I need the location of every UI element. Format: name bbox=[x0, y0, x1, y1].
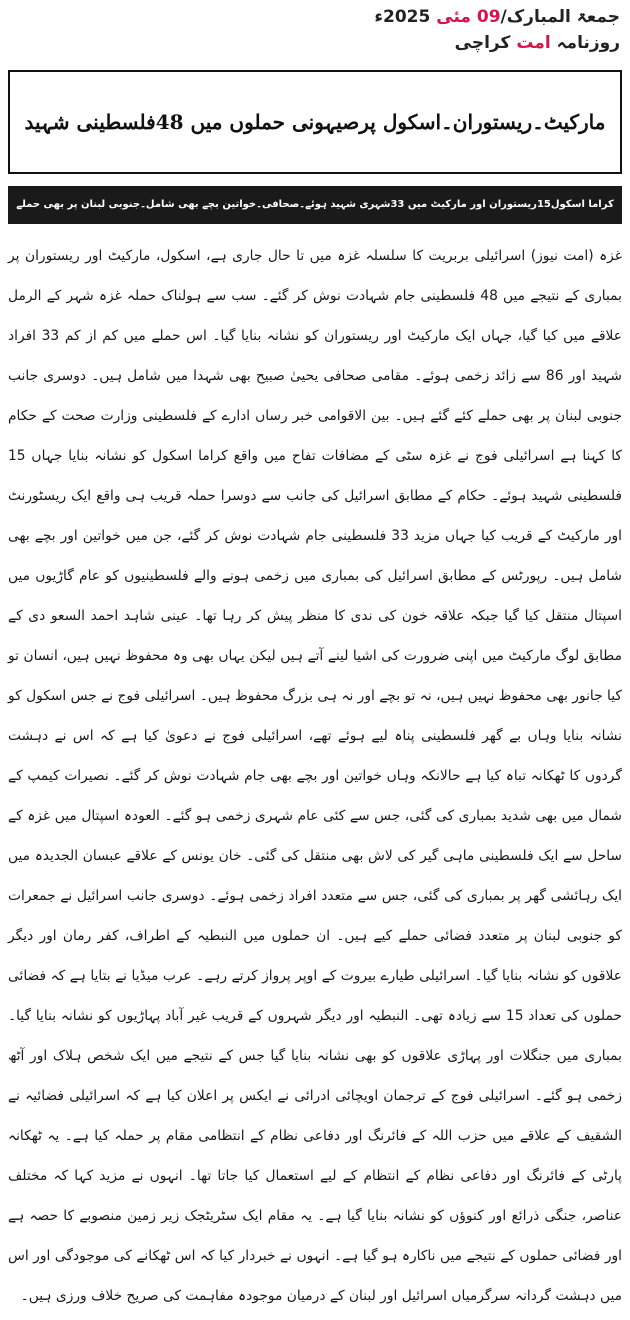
day-name: جمعۃ المبارک bbox=[506, 7, 620, 27]
newspaper-name bbox=[360, 30, 620, 56]
paper-city: کراچی bbox=[454, 33, 511, 53]
article-body: غزہ (امت نیوز) اسرائیلی بربریت کا سلسلہ غزہ میں تا حال جاری ہے، اسکول، مارکیٹ اور ریستوران پر بمباری کے نتیجے میں 48 فلسطینی جام شہادت نوش کر گئے۔ سب سے ہولناک حملہ غزہ شہر کے الرمل علاقے میں کیا گیا، جہاں ایک مارکیٹ اور ریستوران کو نشانہ بنایا گیا۔ اس حملے میں کم از کم 33 افراد شہید اور 86 سے زائد زخمی ہوئے۔ مقامی صحافی یحییٰ صبیح بھی شہدا میں شامل ہیں۔ دوسری جانب جنوبی لبنان پر بھی حملے کئے گئے ہیں۔ بین الاقوامی خبر رساں ادارے کے فلسطینی وزارت صحت کے حکام کا کہنا ہے اسرائیلی فوج نے غزہ سٹی کے مضافات تفاح میں واقع کراما اسکول کو نشانہ بنایا جہاں 15 فلسطینی شہید ہوئے۔ حکام کے مطابق اسرائیل کی جانب سے دوسرا حملہ قریب ہی واقع ایک ریسٹورنٹ اور مارکیٹ کے قریب کیا جہاں مزید 33 فلسطینی جام شہادت نوش کر گئے، جن میں خواتین اور بچے بھی شامل ہیں۔ رپورٹس کے مطابق اسرائیل کی بمباری میں زخمی ہونے والے فلسطینیوں کو عام گاڑیوں میں اسپتال منتقل کیا گیا جبکہ علاقہ خون کی ندی کا منظر پیش کر رہا تھا۔ عینی شاہد احمد السعو دی کے مطابق لوگ مارکیٹ میں اپنی ضرورت کی اشیا لینے آتے ہیں لیکن یہاں بھی وہ محفوظ نہیں ہیں، انسان تو کیا جانور بھی محفوظ نہیں ہیں، نہ تو بچے اور نہ ہی بزرگ محفوظ ہیں۔ اسرائیلی فوج نے جس اسکول کو نشانہ بنایا وہاں بے گھر فلسطینی پناہ لیے ہوئے تھے، اسرائیلی فوج نے دعویٰ کیا ہے کہ اس نے دہشت گردوں کا ٹھکانہ تباہ کیا ہے حالانکہ وہاں خواتین اور بچے بھی جام شہادت نوش کر گئے۔ نصیرات کیمپ کے شمال میں بھی شدید بمباری کی گئی، جس سے کئی عام شہری زخمی ہو گئے۔ العودہ اسپتال میں غزہ کے ساحل سے ایک فلسطینی ماہی گیر کی لاش بھی منتقل کی گئی۔ خان یونس کے علاقے عبسان الجدیدہ میں ایک رہائشی گھر پر بمباری کی گئی، جس سے متعدد افراد زخمی ہوئے۔ دوسری جانب اسرائیل نے جمعرات کو جنوبی لبنان پر متعدد فضائی حملے کیے ہیں۔ ان حملوں میں النبطیہ کے اطراف، کفر رمان اور دیگر علاقوں کو نشانہ بنایا گیا۔ اسرائیلی طیارے بیروت کے اوپر پرواز کرتے رہے۔ عرب میڈیا نے بتایا ہے کہ فضائی حملوں کی تعداد 15 سے زیادہ تھی۔ النبطیہ اور دیگر شہروں کے قریب غیر آباد پہاڑیوں کو نشانہ بنایا گیا۔ بمباری میں جنگلات اور پہاڑی علاقوں کو بھی نشانہ بنایا گیا جس کے نتیجے میں ایک شخص ہلاک اور آٹھ زخمی ہو گئے۔ اسرائیلی فوج کے ترجمان اویچائی ادرائی نے ایکس پر اعلان کیا ہے کہ اسرائیلی فضائیہ نے الشقیف کے علاقے میں حزب اللہ کے فائرنگ اور دفاعی نظام کے انتظامی مقام پر حملہ کیا ہے۔ یہ ٹھکانہ پارٹی کے فائرنگ اور دفاعی نظام کے انتظام کے لیے استعمال کیا جاتا تھا۔ انہوں نے مزید کہا کہ مختلف عناصر، جنگی ذرائع اور کنوؤں کو نشانہ بنایا گیا ہے۔ یہ مقام ایک سٹریٹجک زیر زمین منصوبے کا حصہ ہے اور فضائی حملوں کے نتیجے میں ناکارہ ہو گیا ہے۔ انہوں نے خبردار کیا کہ اس ٹھکانے کی موجودگی اور اس میں دہشت گردانہ سرگرمیاں اسرائیل اور لبنان کے درمیان موجودہ مفاہمت کی صریح خلاف ورزی ہیں۔ bbox=[8, 248, 622, 1304]
date-year: 2025ء bbox=[374, 7, 431, 27]
dateline: جمعۃ المبارک/09 مئی 2025ء bbox=[374, 7, 620, 27]
paper-brand: امت bbox=[516, 33, 551, 53]
subheadline-bar: کراما اسکول15ریستوران اور مارکیٹ میں 33شہری شہید ہوئے۔صحافی۔خواتین بچے بھی شامل۔جنوبی لبنان پر بھی حملے bbox=[8, 186, 622, 224]
date-month: مئی bbox=[436, 7, 471, 27]
headline-box bbox=[8, 70, 622, 174]
headline: مارکیٹ۔ریستوران۔اسکول پرصیہونی حملوں میں 48فلسطینی شہید bbox=[24, 110, 606, 134]
masthead bbox=[360, 4, 620, 60]
date-day: 09 bbox=[476, 7, 501, 27]
paper-prefix: روزنامہ bbox=[556, 33, 620, 53]
